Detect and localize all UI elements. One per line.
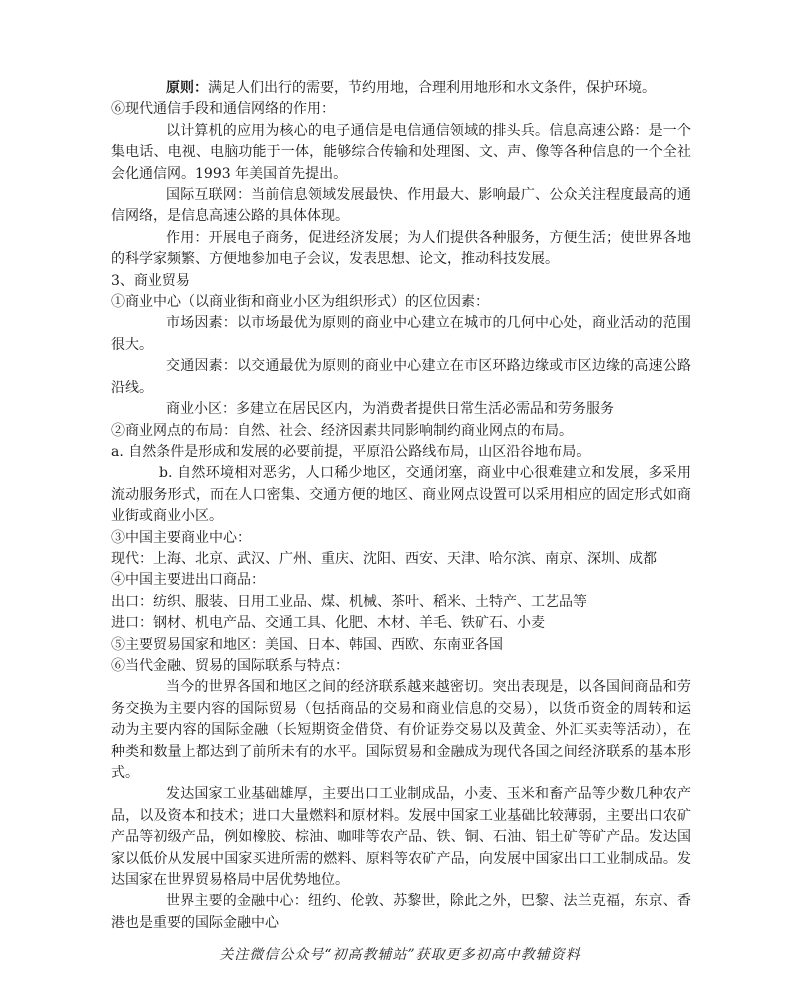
- document-line: [111, 463, 691, 527]
- document-line: [111, 677, 691, 784]
- line-text: 3、商业贸易: [111, 272, 190, 289]
- line-text: a. 自然条件是形成和发展的必要前提，平原沿公路线布局，山区沿谷地布局。: [111, 443, 591, 460]
- page-footer: 关注微信公众号“初高教辅站”获取更多初高中教辅资料: [219, 947, 581, 963]
- line-text: 发达国家工业基础雄厚，主要出口工业制成品，小麦、玉米和畜产品等少数几种农产品，以及资本和技术；进口大量燃料和原材料。发展中国家工业基础比较薄弱，主要出口农矿产品等初级产品，例如橡胶、棕油、咖啡等农产品、铁、铜、石油、铝土矿等矿产品。发达国家以低价从发展中国家买进所需的燃料、原料等农矿产品，向发展中国家出口工业制成品。发达国家在世界贸易格局中居优势地位。: [111, 786, 691, 889]
- document-line: [111, 185, 691, 228]
- document-line: [111, 399, 691, 420]
- line-text: ①商业中心（以商业街和商业小区为组织形式）的区位因素：: [111, 294, 489, 311]
- document-line: [111, 421, 691, 442]
- line-text: 国际互联网：当前信息领域发展最快、作用最大、影响最广、公众关注程度最高的通信网络，是信息高速公路的具体体现。: [111, 187, 691, 225]
- document-line: [111, 78, 691, 99]
- line-text: ⑥现代通信手段和通信网络的作用：: [111, 101, 335, 118]
- document-line: [111, 313, 691, 356]
- line-text: 交通因素：以交通最优为原则的商业中心建立在市区环路边缘或市区边缘的高速公路沿线。: [111, 358, 691, 396]
- document-line: [111, 613, 691, 634]
- document-line: [111, 656, 691, 677]
- document-line: [111, 549, 691, 570]
- line-text: ②商业网点的布局：自然、社会、经济因素共同影响制约商业网点的布局。: [111, 422, 573, 439]
- line-text: ⑤主要贸易国家和地区：美国、日本、韩国、西欧、东南亚各国: [111, 636, 503, 653]
- document-line: [111, 99, 691, 120]
- document-line: [111, 592, 691, 613]
- line-text: 现代：上海、北京、武汉、广州、重庆、沈阳、西安、天津、哈尔滨、南京、深圳、成都: [111, 550, 657, 567]
- document-line: [111, 635, 691, 656]
- line-text: 出口：纺织、服装、日用工业品、煤、机械、茶叶、稻米、土特产、工艺品等: [111, 593, 587, 610]
- document-line: [111, 356, 691, 399]
- document-line: [111, 442, 691, 463]
- line-text: 以计算机的应用为核心的电子通信是电信通信领域的排头兵。信息高速公路：是一个集电话、电视、电脑功能于一体，能够综合传输和处理图、文、声、像等各种信息的一个全社会化通信网。1993 年美国首先提出。: [111, 122, 691, 182]
- line-text: 世界主要的金融中心：纽约、伦敦、苏黎世，除此之外，巴黎、法兰克福，东京、香港也是重要的国际金融中心: [111, 893, 691, 931]
- document-line: [111, 784, 691, 891]
- document-line: [111, 228, 691, 271]
- document-line: [111, 891, 691, 934]
- line-text: 满足人们出行的需要，节约用地，合理利用地形和水文条件，保护环境。: [208, 80, 656, 96]
- document-body: [111, 78, 691, 934]
- line-text: ⑥当代金融、贸易的国际联系与特点：: [111, 657, 349, 674]
- line-label: 原则：: [166, 80, 208, 96]
- document-line: [111, 271, 691, 292]
- document-line: [111, 528, 691, 549]
- line-text: 商业小区：多建立在居民区内，为消费者提供日常生活必需品和劳务服务: [166, 401, 614, 418]
- line-text: b. 自然环境相对恶劣，人口稀少地区，交通闭塞，商业中心很难建立和发展，多采用流动服务形式，而在人口密集、交通方便的地区、商业网点设置可以采用相应的固定形式如商业街或商业小区。: [111, 465, 691, 525]
- document-line: [111, 570, 691, 591]
- line-text: 当今的世界各国和地区之间的经济联系越来越密切。突出表现是，以各国间商品和劳务交换为主要内容的国际贸易（包括商品的交易和商业信息的交易），以货币资金的周转和运动为主要内容的国际金融（长短期资金借贷、有价证券交易以及黄金、外汇买卖等活动），在种类和数量上都达到了前所未有的水平。国际贸易和金融成为现代各国之间经济联系的基本形式。: [111, 679, 691, 781]
- line-text: 作用：开展电子商务，促进经济发展；为人们提供各种服务，方便生活；使世界各地的科学家频繁、方便地参加电子会议，发表思想、论文，推动科技发展。: [111, 229, 691, 268]
- line-text: 市场因素：以市场最优为原则的商业中心建立在城市的几何中心处，商业活动的范围很大。: [111, 315, 691, 353]
- document-line: [111, 121, 691, 185]
- document-line: [111, 292, 691, 313]
- line-text: ④中国主要进出口商品：: [111, 572, 265, 589]
- line-text: 进口：钢材、机电产品、交通工具、化肥、木材、羊毛、铁矿石、小麦: [111, 615, 545, 632]
- line-text: ③中国主要商业中心：: [111, 529, 251, 546]
